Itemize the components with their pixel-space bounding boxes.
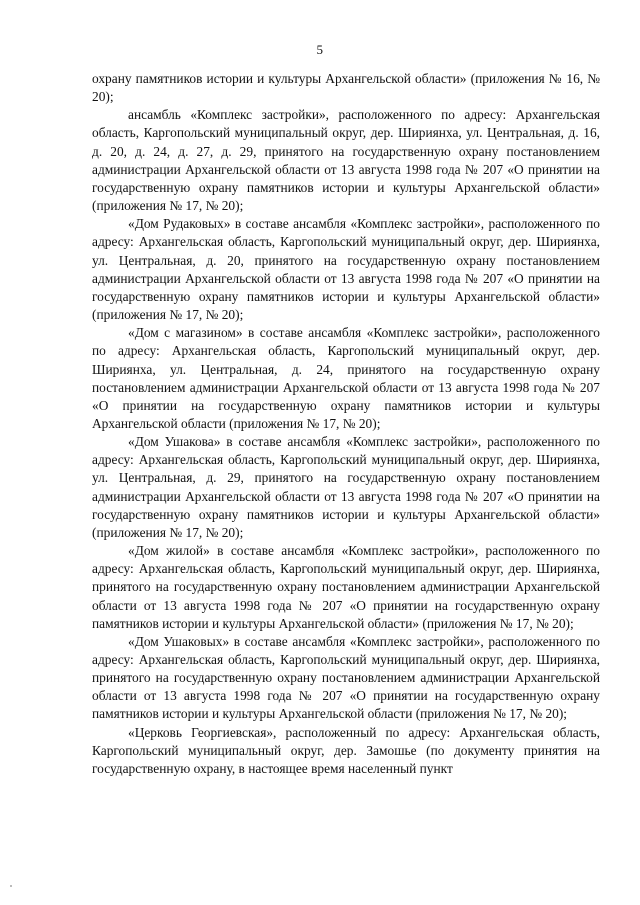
paragraph-dom-s-magazinom: «Дом с магазином» в составе ансамбля «Комплекс застройки», расположенного по адресу: Архангельская область, Каргопольский муниципальный округ, дер. Шириянха, ул. Центральная, д. 24, принятого на государственную охрану постановлением администрации Архангельской области от 13 августа 1998 года № 207 «О принятии на государственную охрану памятников истории и культуры Архангельской области (приложения № 17, № 20); (92, 325, 600, 431)
scan-speck (10, 885, 12, 887)
document-body (92, 70, 600, 778)
paragraph-dom-zhiloy: «Дом жилой» в составе ансамбля «Комплекс застройки», расположенного по адресу: Архангельская область, Каргопольский муниципальный округ, дер. Шириянха, принятого на государственную охрану постановлением администрации Архангельской области от 13 августа 1998 года № 207 «О принятии на государственную охрану памятников истории и культуры Архангельской области» (приложения № 17, № 20); (92, 543, 600, 631)
paragraph-continuation: охрану памятников истории и культуры Архангельской области» (приложения № 16, № 20); (92, 71, 600, 105)
paragraph-tserkov-georgievskaya: «Церковь Георгиевская», расположенный по адресу: Архангельская область, Каргопольский муниципальный округ, дер. Замошье (по документу принятия на государственную охрану, в настоящее время населенный пункт (92, 724, 600, 776)
paragraph-ensemble-complex: ансамбль «Комплекс застройки», расположенного по адресу: Архангельская область, Каргопольский муниципальный округ, дер. Шириянха, ул. Центральная, д. 16, д. 20, д. 24, д. 27, д. 29, принятого на государственную охрану постановлением администрации Архангельской области от 13 августа 1998 года № 207 «О принятии на государственную охрану памятников истории и культуры Архангельской области» (приложения № 17, № 20); (92, 107, 600, 214)
paragraph-dom-ushakovykh: «Дом Ушаковых» в составе ансамбля «Комплекс застройки», расположенного по адресу: Архангельская область, Каргопольский муниципальный округ, дер. Шириянха, принятого на государственную охрану постановлением администрации Архангельской области от 13 августа 1998 года № 207 «О принятии на государственную охрану памятников истории и культуры Архангельской области (приложения № 17, № 20); (92, 633, 600, 722)
paragraph-dom-rudakovykh: «Дом Рудаковых» в составе ансамбля «Комплекс застройки», расположенного по адресу: Архангельская область, Каргопольский муниципальный округ, дер. Шириянха, ул. Центральная, д. 20, принятого на государственную охрану постановлением администрации Архангельской области от 13 августа 1998 года № 207 «О принятии на государственную охрану памятников истории и культуры Архангельской области» (приложения № 17, № 20); (92, 216, 600, 323)
page-number: 5 (316, 42, 324, 57)
paragraph-dom-ushakova: «Дом Ушакова» в составе ансамбля «Комплекс застройки», расположенного по адресу: Архангельская область, Каргопольский муниципальный округ, дер. Шириянха, ул. Центральная, д. 29, принятого на государственную охрану постановлением администрации Архангельской области от 13 августа 1998 года № 207 «О принятии на государственную охрану памятников истории и культуры Архангельской области» (приложения № 17, № 20); (92, 434, 600, 540)
